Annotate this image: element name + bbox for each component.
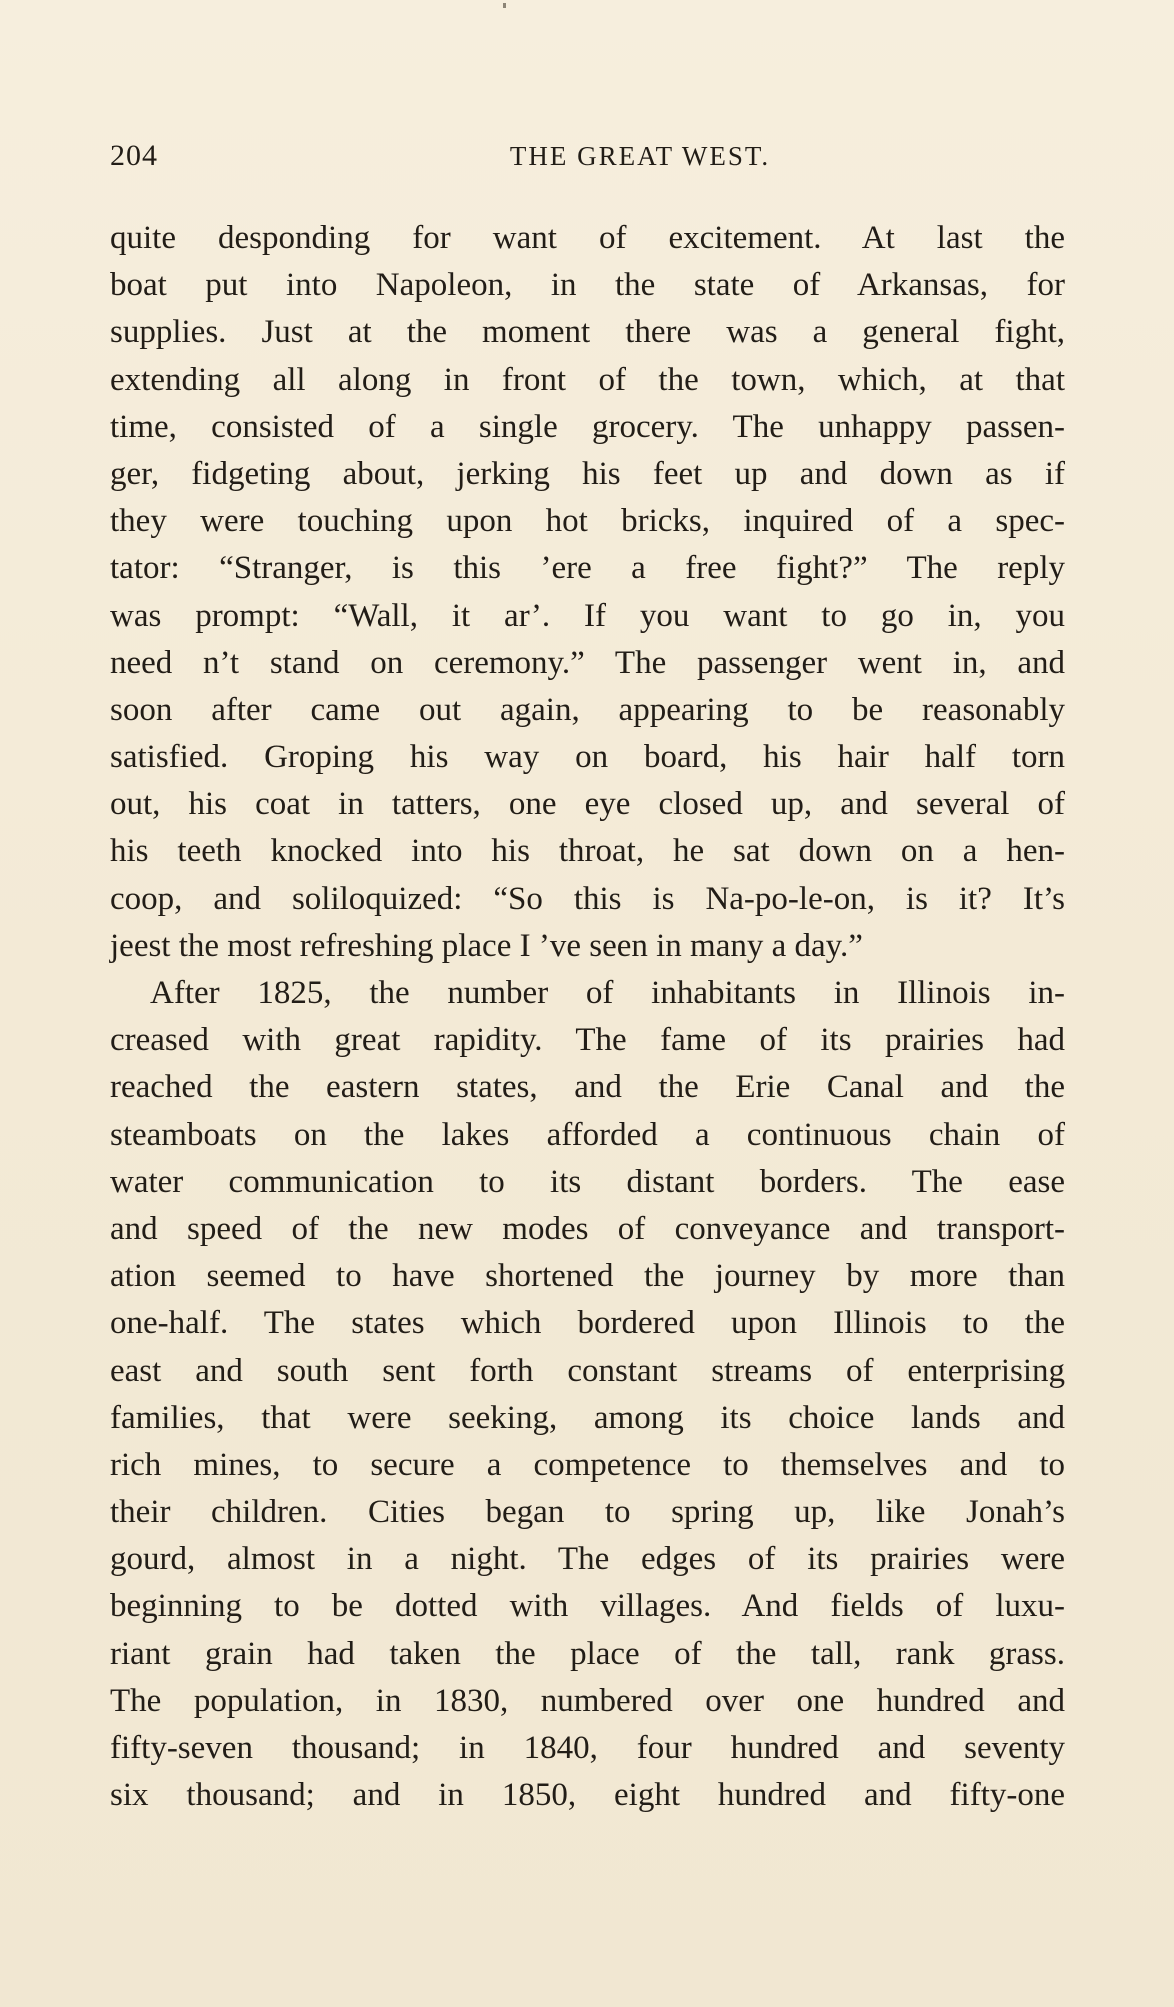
running-title: THE GREAT WEST.	[509, 141, 771, 171]
print-speck	[503, 3, 506, 8]
text-line: supplies. Just at the moment there was a general fight,	[110, 314, 1065, 351]
text-line: ation seemed to have shortened the journey by more than	[110, 1258, 1065, 1295]
running-header	[110, 136, 1052, 176]
text-line: steamboats on the lakes afforded a continuous chain of	[110, 1116, 1065, 1153]
text-line: creased with great rapidity. The fame of its prairies had	[110, 1022, 1065, 1059]
text-line: extending all along in front of the town, which, at that	[110, 361, 1065, 398]
text-line: they were touching upon hot bricks, inquired of a spec-	[110, 503, 1065, 540]
text-line: his teeth knocked into his throat, he sat down on a hen-	[110, 833, 1065, 870]
text-line: rich mines, to secure a competence to themselves and to	[110, 1446, 1065, 1483]
body-text	[110, 215, 1065, 1819]
text-line: tator: “Stranger, is this ’ere a free fight?” The reply	[110, 550, 1065, 587]
text-line: riant grain had taken the place of the tall, rank grass.	[110, 1635, 1065, 1672]
text-line: soon after came out again, appearing to be reasonably	[110, 691, 1065, 728]
text-line: reached the eastern states, and the Erie Canal and the	[110, 1069, 1065, 1106]
text-line: beginning to be dotted with villages. And fields of luxu-	[110, 1588, 1065, 1625]
text-line: out, his coat in tatters, one eye closed up, and several of	[110, 786, 1065, 823]
text-line: jeest the most refreshing place I ’ve seen in many a day.”	[110, 927, 863, 964]
text-line: quite desponding for want of excitement. At last the	[110, 220, 1065, 256]
text-line: The population, in 1830, numbered over one hundred and	[110, 1682, 1065, 1719]
text-line: need n’t stand on ceremony.” The passenger went in, and	[110, 644, 1065, 681]
text-line: time, consisted of a single grocery. The unhappy passen-	[110, 408, 1065, 445]
text-line: one-half. The states which bordered upon Illinois to the	[110, 1305, 1065, 1342]
text-line: gourd, almost in a night. The edges of its prairies were	[110, 1541, 1065, 1578]
text-line: ger, fidgeting about, jerking his feet up and down as if	[110, 455, 1065, 492]
text-line: six thousand; and in 1850, eight hundred and fifty-one	[110, 1777, 1065, 1814]
text-line: east and south sent forth constant streams of enterprising	[110, 1352, 1065, 1389]
text-line: families, that were seeking, among its choice lands and	[110, 1399, 1065, 1436]
page-number: 204	[110, 139, 158, 172]
text-line: fifty-seven thousand; in 1840, four hundred and seventy	[110, 1730, 1065, 1766]
text-line: water communication to its distant borders. The ease	[110, 1163, 1065, 1200]
text-line: their children. Cities began to spring up, like Jonah’s	[110, 1494, 1065, 1531]
text-line: After 1825, the number of inhabitants in Illinois in-	[150, 975, 1065, 1011]
text-line: was prompt: “Wall, it ar’. If you want to go in, you	[110, 597, 1065, 634]
text-line: satisfied. Groping his way on board, his hair half torn	[110, 739, 1065, 776]
text-line: boat put into Napoleon, in the state of Arkansas, for	[110, 267, 1065, 304]
text-line: coop, and soliloquized: “So this is Na-po-le-on, is it? It’s	[110, 880, 1065, 917]
text-line: and speed of the new modes of conveyance and transport-	[110, 1210, 1065, 1247]
